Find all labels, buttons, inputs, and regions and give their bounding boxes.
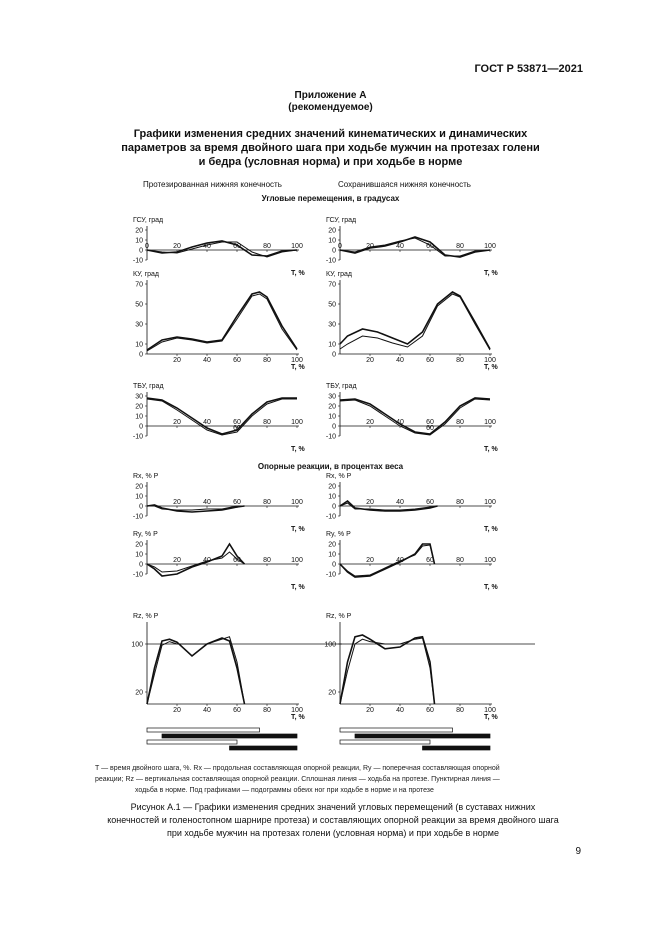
y-tick-label: 30 — [135, 393, 143, 401]
y-tick-label: 0 — [139, 503, 143, 511]
x-tick-label: 100 — [484, 557, 496, 564]
x-tick-label: 100 — [484, 243, 496, 250]
x-tick-label: 20 — [173, 243, 181, 250]
x-tick-label: 40 — [396, 243, 404, 250]
x-axis-label: Т, % — [291, 526, 305, 533]
y-axis-label: Rx, % P — [326, 473, 352, 480]
y-axis-label: ГСУ, град — [326, 217, 357, 224]
x-tick-label: 80 — [456, 557, 464, 564]
x-tick-label: 60 — [426, 707, 434, 714]
x-tick-label: 60 — [426, 243, 434, 250]
y-tick-label: 70 — [135, 281, 143, 289]
y-tick-label: 70 — [328, 281, 336, 289]
x-tick-label: 80 — [263, 557, 271, 564]
x-axis-label: Т, % — [484, 270, 498, 277]
x-tick-label: 60 — [233, 557, 241, 564]
y-axis-label: Rx, % P — [133, 473, 159, 480]
column-heading-left: Протезированная нижняя конечность — [143, 180, 282, 189]
y-tick-label: 20 — [135, 541, 143, 549]
series-line — [147, 552, 245, 572]
y-tick-label: -10 — [132, 257, 143, 265]
x-axis-label: Т, % — [291, 364, 305, 371]
y-tick-label: -10 — [325, 571, 336, 579]
doc-number: ГОСТ Р 53871—2021 — [474, 63, 583, 75]
podogram-bar — [340, 740, 430, 744]
x-tick-label: 100 — [484, 357, 496, 364]
y-tick-label: 20 — [328, 541, 336, 549]
y-axis-label: ГСУ, град — [133, 217, 164, 224]
x-tick-label: 100 — [484, 419, 496, 426]
x-tick-label: 20 — [366, 707, 374, 714]
series-line — [340, 399, 490, 435]
y-tick-label: 20 — [328, 483, 336, 491]
legend-line: ходьба в норме. Под графиками — подограммы обеих ног при ходьбе в норме и на протезе — [135, 787, 434, 794]
y-tick-label: 10 — [135, 341, 143, 349]
podogram-bar — [340, 728, 453, 732]
y-tick-label: -10 — [132, 433, 143, 441]
x-tick-label: 20 — [366, 357, 374, 364]
y-tick-label: 10 — [135, 413, 143, 421]
column-heading-right: Сохранившаяся нижняя конечность — [338, 180, 471, 189]
annotation-label: 60 — [233, 425, 241, 432]
y-tick-label: 100 — [324, 641, 336, 649]
x-axis-label: Т, % — [484, 446, 498, 453]
y-tick-label: 30 — [135, 321, 143, 329]
x-tick-label: 40 — [203, 499, 211, 506]
x-tick-label: 80 — [456, 357, 464, 364]
x-axis-label: Т, % — [484, 714, 498, 721]
y-tick-label: 50 — [135, 301, 143, 309]
title-line: Графики изменения средних значений кинематических и динамических — [133, 128, 528, 140]
y-tick-label: 0 — [332, 423, 336, 431]
figure-caption — [95, 801, 571, 840]
podogram-bar — [230, 746, 298, 750]
podogram-bar — [423, 746, 491, 750]
y-tick-label: 0 — [139, 351, 143, 359]
x-tick-label: 100 — [484, 707, 496, 714]
x-tick-label: 0 — [338, 243, 342, 250]
x-axis-label: Т, % — [484, 526, 498, 533]
x-tick-label: 60 — [426, 419, 434, 426]
x-tick-label: 20 — [366, 557, 374, 564]
x-tick-label: 80 — [263, 419, 271, 426]
y-axis-label: Rz, % P — [133, 613, 159, 620]
x-tick-label: 60 — [233, 357, 241, 364]
x-tick-label: 100 — [291, 243, 303, 250]
x-tick-label: 100 — [291, 707, 303, 714]
y-axis-label: Ry, % P — [326, 531, 351, 538]
x-tick-label: 80 — [456, 707, 464, 714]
podogram-bar — [355, 734, 490, 738]
x-tick-label: 40 — [203, 243, 211, 250]
x-tick-label: 60 — [233, 419, 241, 426]
x-tick-label: 100 — [291, 557, 303, 564]
y-tick-label: 0 — [332, 503, 336, 511]
x-tick-label: 20 — [366, 243, 374, 250]
y-tick-label: 20 — [328, 403, 336, 411]
x-tick-label: 100 — [291, 499, 303, 506]
series-line — [340, 294, 490, 350]
appendix-label: Приложение А — [294, 90, 367, 101]
series-line — [340, 292, 490, 349]
x-tick-label: 60 — [233, 499, 241, 506]
x-tick-label: 100 — [484, 499, 496, 506]
x-tick-label: 20 — [366, 419, 374, 426]
y-tick-label: 10 — [328, 551, 336, 559]
x-tick-label: 80 — [263, 357, 271, 364]
y-tick-label: 30 — [328, 393, 336, 401]
x-tick-label: 60 — [426, 557, 434, 564]
x-tick-label: 0 — [145, 243, 149, 250]
podogram-bar — [147, 728, 260, 732]
y-tick-label: 10 — [328, 413, 336, 421]
y-tick-label: 0 — [332, 561, 336, 569]
x-tick-label: 60 — [426, 357, 434, 364]
legend-line: T — время двойного шага, %. Rx — продольная составляющая опорной реакции, Ry — поперечная составляющая опорной — [95, 765, 500, 772]
x-tick-label: 80 — [456, 243, 464, 250]
figure-legend — [95, 763, 571, 796]
y-tick-label: -10 — [325, 257, 336, 265]
y-tick-label: 0 — [332, 247, 336, 255]
x-tick-label: 40 — [396, 499, 404, 506]
x-tick-label: 60 — [233, 243, 241, 250]
x-tick-label: 20 — [173, 557, 181, 564]
x-tick-label: 40 — [396, 557, 404, 564]
x-tick-label: 20 — [173, 357, 181, 364]
y-tick-label: -10 — [325, 513, 336, 521]
x-tick-label: 60 — [233, 707, 241, 714]
series-line — [147, 294, 297, 351]
x-tick-label: 100 — [291, 419, 303, 426]
x-axis-label: Т, % — [291, 584, 305, 591]
y-axis-label: ТБУ, град — [326, 383, 357, 390]
y-tick-label: 0 — [332, 351, 336, 359]
annotation-label: 60 — [426, 425, 434, 432]
x-tick-label: 40 — [396, 419, 404, 426]
x-axis-label: Т, % — [291, 714, 305, 721]
x-tick-label: 40 — [396, 357, 404, 364]
x-tick-label: 40 — [203, 357, 211, 364]
y-tick-label: 20 — [135, 403, 143, 411]
y-tick-label: 20 — [328, 689, 336, 697]
y-tick-label: 10 — [135, 237, 143, 245]
x-tick-label: 20 — [173, 499, 181, 506]
y-tick-label: -10 — [132, 571, 143, 579]
caption-line: при ходьбе мужчин на протезах голени (условная норма) и при ходьбе в норме — [166, 828, 500, 838]
series-line — [340, 238, 490, 256]
x-axis-label: Т, % — [291, 270, 305, 277]
x-tick-label: 40 — [203, 707, 211, 714]
x-tick-label: 20 — [366, 499, 374, 506]
x-tick-label: 80 — [263, 499, 271, 506]
caption-line: конечностей и голеностопном шарнире протеза) и составляющих опорной реакции за время двойного шага — [107, 815, 559, 825]
x-tick-label: 20 — [173, 419, 181, 426]
legend-line: реакции; Rz — вертикальная составляющая опорной реакции. Сплошная линия — ходьба на протезе. Пунктирная линия — — [95, 776, 500, 783]
x-tick-label: 80 — [263, 707, 271, 714]
x-tick-label: 80 — [456, 419, 464, 426]
y-tick-label: 20 — [135, 483, 143, 491]
y-tick-label: 20 — [328, 227, 336, 235]
y-axis-label: ТБУ, град — [133, 383, 164, 390]
caption-line: Рисунок А.1 — Графики изменения средних значений угловых перемещений (в суставах нижних — [130, 802, 536, 812]
appendix-status: (рекомендуемое) — [288, 102, 373, 113]
y-tick-label: 10 — [135, 551, 143, 559]
y-axis-label: Ry, % P — [133, 531, 158, 538]
podogram-bar — [162, 734, 297, 738]
podogram-bar — [147, 740, 237, 744]
series-line — [147, 398, 297, 434]
y-tick-label: 100 — [131, 641, 143, 649]
x-axis-label: Т, % — [291, 446, 305, 453]
x-tick-label: 80 — [263, 243, 271, 250]
title-line: и бедра (условная норма) и при ходьбе в норме — [198, 156, 463, 168]
y-tick-label: 30 — [328, 321, 336, 329]
x-tick-label: 20 — [173, 707, 181, 714]
title-line: параметров за время двойного шага при ходьбе мужчин на протезах голени — [121, 142, 540, 154]
y-tick-label: 20 — [135, 689, 143, 697]
y-tick-label: 10 — [328, 493, 336, 501]
page-number: 9 — [575, 846, 581, 857]
y-axis-label: Rz, % P — [326, 613, 352, 620]
series-line — [147, 637, 245, 704]
y-axis-label: КУ, град — [133, 271, 159, 278]
x-tick-label: 100 — [291, 357, 303, 364]
y-tick-label: 0 — [139, 423, 143, 431]
section-heading-reactions: Опорные реакции, в процентах веса — [257, 462, 404, 471]
y-tick-label: -10 — [132, 513, 143, 521]
section-heading-angles: Угловые перемещения, в градусах — [261, 194, 400, 203]
x-tick-label: 80 — [456, 499, 464, 506]
x-tick-label: 60 — [426, 499, 434, 506]
series-line — [147, 242, 297, 257]
x-axis-label: Т, % — [484, 364, 498, 371]
y-axis-label: КУ, град — [326, 271, 352, 278]
y-tick-label: 50 — [328, 301, 336, 309]
x-tick-label: 40 — [396, 707, 404, 714]
y-tick-label: 20 — [135, 227, 143, 235]
y-tick-label: 10 — [328, 237, 336, 245]
y-tick-label: 0 — [139, 561, 143, 569]
x-tick-label: 40 — [203, 557, 211, 564]
series-line — [147, 241, 297, 256]
series-line — [340, 545, 435, 576]
x-axis-label: Т, % — [484, 584, 498, 591]
y-tick-label: 0 — [139, 247, 143, 255]
x-tick-label: 40 — [203, 419, 211, 426]
y-tick-label: 10 — [328, 341, 336, 349]
y-tick-label: -10 — [325, 433, 336, 441]
y-tick-label: 10 — [135, 493, 143, 501]
